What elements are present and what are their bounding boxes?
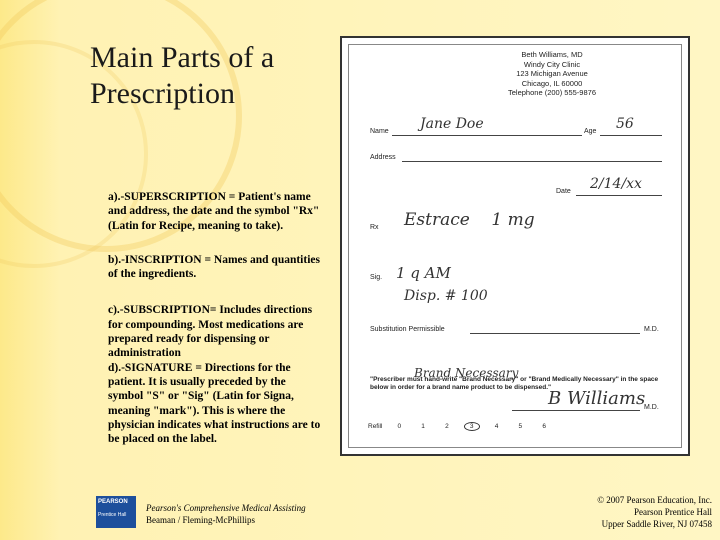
logo-text: PEARSON	[98, 499, 128, 505]
address-line	[402, 161, 662, 162]
footer-copyright	[560, 494, 712, 530]
copyright-text: © 2007 Pearson Education, Inc.	[597, 495, 712, 505]
md-label: M.D.	[644, 326, 659, 333]
refill-option: 0	[397, 423, 402, 430]
age-label: Age	[584, 128, 597, 135]
rx-label: Rx	[370, 224, 379, 231]
location-text: Upper Saddle River, NJ 07458	[601, 519, 712, 529]
date-value: 2/14/xx	[590, 176, 642, 192]
inscription-text: b).-INSCRIPTION = Names and quantities of the ingredients.	[108, 253, 320, 281]
refill-option: 1	[421, 423, 425, 430]
disp-value: Disp. # 100	[404, 288, 488, 304]
clinic-phone: Telephone (200) 555-9876	[508, 88, 596, 97]
date-label: Date	[556, 188, 571, 195]
book-authors: Beaman / Fleming-McPhillips	[146, 515, 255, 525]
substitution-label: Substitution Permissible	[370, 326, 445, 333]
clinic-city: Chicago, IL 60000	[521, 78, 583, 88]
signature-text: d).-SIGNATURE = Directions for the patient. It is usually preceded by the symbol "S" or "Sig" (Latin for Signa, meaning "mark"). This is where the physician indicates what instructions are to be placed on the label.	[108, 361, 321, 446]
refill-row	[368, 422, 551, 431]
name-label: Name	[370, 128, 389, 135]
signature-line	[512, 410, 640, 411]
refill-option: 5	[518, 423, 523, 430]
pearson-logo	[96, 496, 136, 528]
brand-note: "Prescriber must hand-write "Brand Necessary" or "Brand Medically Necessary" in the space below in order for a brand name product to be dispensed."	[370, 376, 659, 391]
name-line	[392, 135, 582, 136]
slide-title: Main Parts of a Prescription	[90, 41, 275, 110]
signature-value: B Williams	[548, 388, 646, 409]
sig-label: Sig.	[370, 274, 383, 281]
clinic-street: 123 Michigan Avenue	[516, 69, 588, 78]
refill-label: Refill	[368, 423, 383, 430]
sig-value: 1 q AM	[396, 264, 451, 282]
clinic-name: Windy City Clinic	[523, 59, 581, 69]
refill-option: 4	[494, 423, 499, 430]
age-line	[600, 135, 662, 136]
substitution-line	[470, 333, 640, 334]
slide-body	[90, 190, 322, 446]
name-value: Jane Doe	[420, 116, 484, 132]
rx-value: Estrace 1 mg	[404, 210, 535, 230]
book-title: Pearson's Comprehensive Medical Assisting	[146, 503, 306, 513]
md-label-2: M.D.	[644, 404, 659, 411]
publisher-text: Pearson Prentice Hall	[634, 507, 712, 517]
refill-option: 2	[445, 423, 449, 430]
footer-book-info	[146, 502, 346, 526]
logo-subtext: Prentice Hall	[98, 512, 127, 518]
prescription-form	[340, 36, 690, 456]
refill-option: 6	[542, 423, 546, 430]
refill-option-selected: 3	[464, 422, 480, 431]
address-label: Address	[370, 154, 396, 161]
prescriber-header	[452, 50, 652, 98]
prescriber-name: Beth Williams, MD	[521, 50, 583, 59]
subscription-text: c).-SUBSCRIPTION= Includes directions for compounding. Most medications are prepared ready for dispensing or administration	[108, 304, 313, 360]
date-line	[576, 195, 662, 196]
brand-value: Brand Necessary	[414, 366, 519, 380]
age-value: 56	[616, 116, 634, 132]
superscription-text: a).-SUPERSCRIPTION = Patient's name and address, the date and the symbol "Rx" (Latin for Recipe, meaning to take).	[108, 191, 320, 232]
